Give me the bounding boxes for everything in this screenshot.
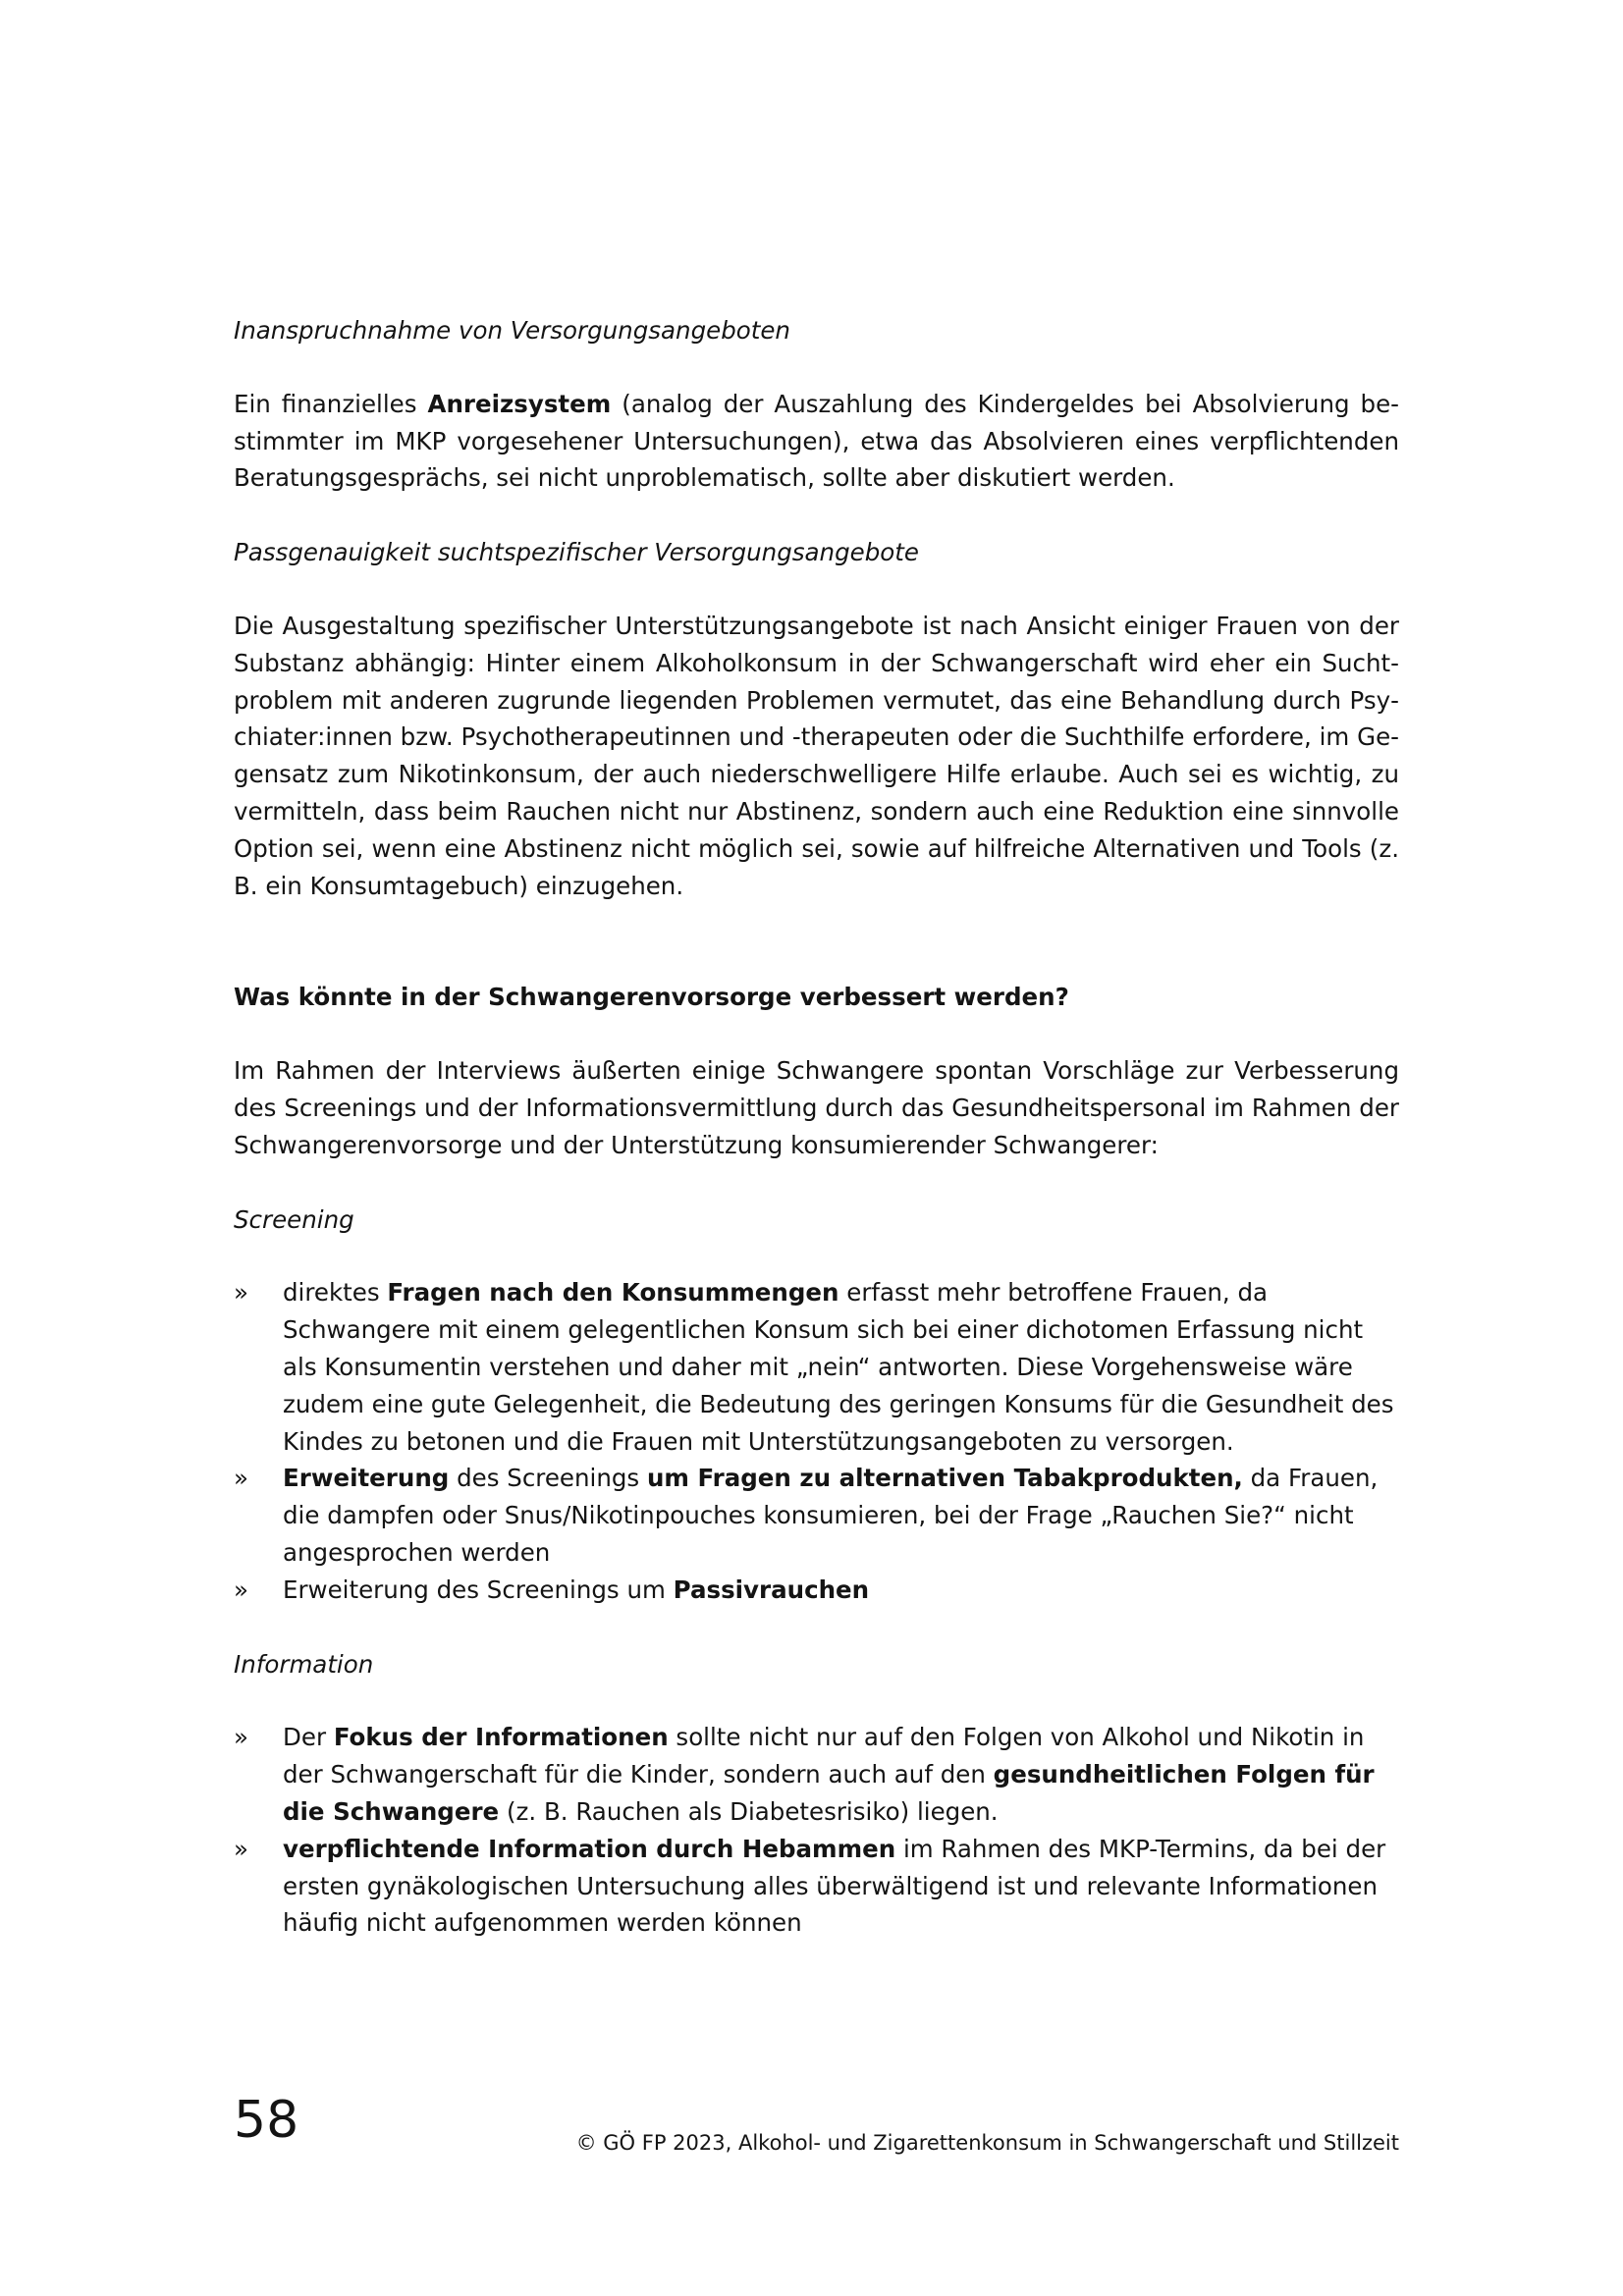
paragraph-anreizsystem: Ein finanzielles Anreizsystem (analog der Auszahlung des Kindergeldes bei Absolvierung bestimmter im MKP vorgesehener Untersuchungen), etwa das Absolvieren eines verpflichtenden Beratungsgesprächs, sei nicht unproblematisch, sollte aber diskutiert werden. [234,389,1399,493]
section-heading-verbesserung: Was könnte in der Schwangerenvorsorge verbessert werden? [234,983,1069,1012]
bullet-marker: » [234,1723,248,1752]
list-item: » direktes Fragen nach den Konsummengen erfasst mehr betroffene Frauen, da Schwangere mit einem gelegentlichen Konsum sich bei einer dichotomen Erfassung nicht als Konsumentin verstehen und daher mit „nein“ antworten. Diese Vorgehensweise wäre zudem eine gute Gelegenheit, die Bedeutung des geringen Konsums für die Gesundheit des Kindes zu betonen und die Frauen mit Unterstützungsangeboten zu versorgen. [234,1274,1399,1460]
page-content [234,312,1399,1979]
list-item: » verpflichtende Information durch Hebammen im Rahmen des MKP-Termins, da bei der ersten gynäkologischen Untersuchung alles überwältigend ist und relevante Informationen häufig nicht aufgenommen werden können [234,1831,1399,1942]
section-heading-passgenauigkeit: Passgenauigkeit suchtspezifischer Versorgungsangebote [234,538,919,567]
bullet-marker: » [234,1464,248,1493]
paragraph-vorschlaege: Im Rahmen der Interviews äußerten einige Schwangere spontan Vorschläge zur Verbesserung des Screenings und der Informationsvermittlung durch das Gesundheitspersonal im Rahmen der Schwangerenvorsorge und der Unterstützung konsumierender Schwangerer: [234,1056,1399,1159]
paragraph-passgenauigkeit: Die Ausgestaltung spezifischer Unterstützungsangebote ist nach Ansicht einiger Frauen von der Substanz abhängig: Hinter einem Alkoholkonsum in der Schwangerschaft wird eher ein Suchtproblem mit anderen zugrunde liegenden Problemen vermutet, das eine Behandlung durch Psychiater:innen bzw. Psychotherapeutinnen und -therapeuten oder die Suchthilfe erfordere, im Gegensatz zum Nikotinkonsum, der auch niederschwelligere Hilfe erlaube. Auch sei es wichtig, zu vermitteln, dass beim Rauchen nicht nur Abstinenz, sondern auch eine Reduktion eine sinnvolle Option sei, wenn eine Abstinenz nicht möglich sei, sowie auf hilfreiche Alternativen und Tools (z. B. ein Konsumtagebuch) einzugehen. [234,611,1399,900]
subheading-information: Information [234,1649,374,1679]
screening-list [234,1274,1399,1608]
subheading-screening: Screening [234,1204,354,1234]
page-number: 58 [234,2091,299,2150]
section-heading-inanspruchnahme: Inanspruchnahme von Versorgungsangeboten [234,316,790,345]
bullet-marker: » [234,1575,248,1604]
bullet-marker: » [234,1834,248,1863]
information-list [234,1719,1399,1942]
footer-copyright: © GÖ FP 2023, Alkohol- und Zigarettenkonsum in Schwangerschaft und Stillzeit [575,2131,1399,2155]
list-item: » Erweiterung des Screenings um Fragen zu alternativen Tabakprodukten, da Frauen, die dampfen oder Snus/Nikotinpouches konsumieren, bei der Frage „Rauchen Sie?“ nicht angesprochen werden [234,1460,1399,1571]
bullet-marker: » [234,1278,248,1308]
list-item: » Erweiterung des Screenings um Passivrauchen [234,1572,1399,1609]
list-item: » Der Fokus der Informationen sollte nicht nur auf den Folgen von Alkohol und Nikotin in der Schwangerschaft für die Kinder, sondern auch auf den gesundheitlichen Folgen für die Schwangere (z. B. Rauchen als Diabetesrisiko) liegen. [234,1719,1399,1830]
